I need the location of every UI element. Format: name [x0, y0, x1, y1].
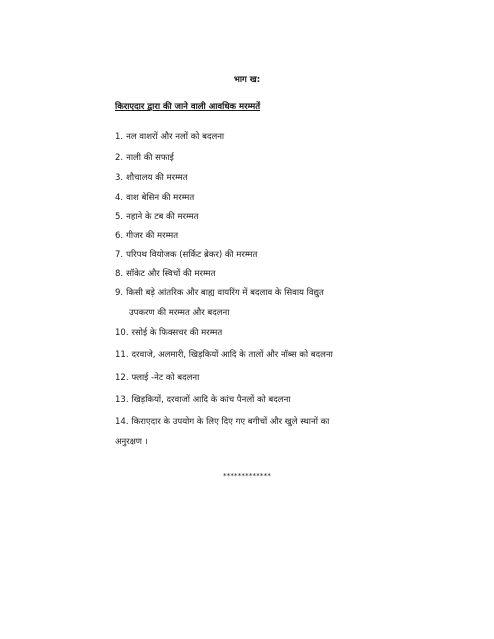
list-item	[115, 372, 199, 383]
item-text: वाश बेसिन की मरम्मत	[126, 193, 195, 203]
item-text: नहाने के टब की मरम्मत	[126, 212, 199, 222]
item-text: नाली की सफाई	[126, 153, 174, 163]
item-text: सॉकेट और स्विचों की मरम्मत	[126, 269, 216, 279]
item-text: खिड़कियों, दरवाजों आदि के कांच पैनलों को बदलना	[131, 395, 291, 405]
item-text: फ्लाई -नेट को बदलना	[131, 373, 200, 383]
item-number: 8.	[115, 269, 124, 279]
item-text: शौचालय की मरम्मत	[126, 173, 188, 183]
list-item	[115, 349, 333, 360]
item-number: 12.	[115, 373, 129, 383]
item-number: 14.	[115, 417, 129, 427]
list-item	[115, 172, 188, 183]
item-text: नल वाशरों और नलों को बदलना	[126, 132, 225, 142]
list-item	[115, 131, 224, 142]
list-item	[115, 211, 199, 222]
item-number: 11.	[115, 350, 129, 360]
item-number: 7.	[115, 250, 124, 260]
item-text: किसी बड़े आंतरिक और बाह्य वायरिंग में बदलाव के सिवाय विद्युत	[126, 288, 324, 298]
list-item	[115, 287, 324, 318]
item-text: दरवाजे, अलमारी, खिड़कियों आदि के तालों और नॉब्स को बदलना	[131, 350, 333, 360]
item-number: 4.	[115, 193, 124, 203]
end-marker: *************	[222, 472, 272, 480]
item-number: 5.	[115, 212, 124, 222]
list-item	[115, 249, 257, 260]
item-text: किराएदार के उपयोग के लिए दिए गए बगीचों और खुले स्थानों का	[131, 417, 330, 427]
item-number: 1.	[115, 132, 124, 142]
list-item	[115, 230, 178, 241]
item-number: 2.	[115, 153, 124, 163]
list-item	[115, 394, 290, 405]
section-title: किराएदार द्वारा की जाने वाली आवधिक मरम्मतें	[115, 102, 261, 112]
list-item	[115, 192, 194, 203]
list-item	[115, 152, 174, 163]
item-continuation: अनुरक्षण ।	[115, 437, 148, 447]
item-text: परिपथ वियोजक (सर्किट ब्रेकर) की मरम्मत	[126, 250, 258, 260]
item-number: 6.	[115, 231, 124, 241]
list-item	[115, 416, 329, 447]
list-item	[115, 327, 222, 338]
item-number: 13.	[115, 395, 129, 405]
item-number: 9.	[115, 288, 124, 298]
list-item	[115, 268, 215, 279]
item-text: रसोई के फिक्सचर की मरम्मत	[131, 328, 223, 338]
item-text: गीजर की मरम्मत	[126, 231, 179, 241]
item-number: 10.	[115, 328, 129, 338]
item-number: 3.	[115, 173, 124, 183]
part-heading: भाग ख:	[233, 75, 261, 85]
item-continuation: उपकरण की मरम्मत और बदलना	[129, 308, 230, 318]
